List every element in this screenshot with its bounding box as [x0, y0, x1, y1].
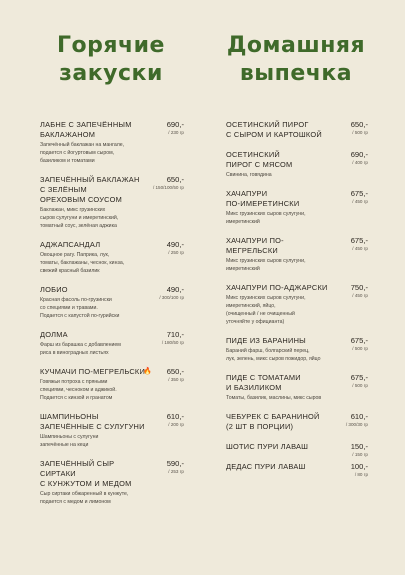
menu-item	[226, 336, 366, 363]
menu-item	[226, 189, 366, 226]
menu-item-price: 675,-	[350, 336, 368, 345]
menu-item-weight: / 230 гр	[168, 130, 184, 135]
hot-appetizers-column	[40, 32, 182, 516]
menu-item-weight: / 253 гр	[168, 469, 184, 474]
menu-item-name: ЛАБНЕ С ЗАПЕЧЁННЫМ БАКЛАЖАНОМ	[40, 120, 132, 139]
menu-item-name: ХАЧАПУРИ ПО-МЕГРЕЛЬСКИ	[226, 236, 284, 255]
menu-item	[226, 150, 366, 179]
menu-item-name: ХАЧАПУРИ ПО-АДЖАРСКИ	[226, 283, 328, 292]
section-title-hot-appetizers: Горячие закуски	[57, 33, 165, 86]
menu-item-weight: / 450 гр	[352, 246, 368, 251]
menu-item-header	[226, 462, 368, 477]
menu-item-name: ДЕДАС ПУРИ ЛАВАШ	[226, 462, 306, 471]
menu-item-description: Говяжьи потроха с пряными специями, чесноком и аджикой. Подается с кинзой и гранатом	[40, 379, 117, 401]
hot-appetizers-list	[40, 120, 182, 506]
menu-item	[40, 285, 182, 320]
menu-item	[40, 240, 182, 275]
menu-item-header	[40, 412, 182, 432]
menu-item-header	[226, 189, 366, 209]
menu-item	[226, 120, 366, 140]
menu-item	[40, 175, 182, 230]
menu-item-weight: / 150 гр	[352, 452, 368, 457]
menu-item-weight: / 300/30 гр	[345, 422, 368, 427]
menu-item	[226, 236, 366, 273]
menu-item-name: АДЖАПСАНДАЛ	[40, 240, 101, 249]
menu-item-price: 150,-	[350, 442, 368, 451]
menu-item-price-block	[153, 175, 184, 191]
menu-item-header	[226, 236, 366, 256]
menu-item	[40, 412, 182, 449]
menu-item-price-block	[167, 367, 184, 383]
menu-item-price-block	[351, 189, 368, 205]
menu-item-price-block	[351, 236, 368, 252]
menu-item-name: ОСЕТИНСКИЙ ПИРОГ С МЯСОМ	[226, 150, 293, 169]
menu-item-name: ЧЕБУРЕК С БАРАНИНОЙ (2 ШТ В ПОРЦИИ)	[226, 412, 320, 431]
menu-item-price-block	[351, 120, 368, 136]
menu-item	[40, 330, 182, 357]
menu-item-description: Микс грузинских сыров сулугуни, имеретинский	[226, 258, 306, 272]
menu-item-header	[226, 120, 366, 140]
spicy-chili-icon: 🔥	[143, 368, 152, 375]
menu-item-price: 690,-	[350, 150, 368, 159]
menu-item-weight: / 400 гр	[352, 160, 368, 165]
menu-item-weight: / 300/100 гр	[159, 295, 184, 300]
menu-item-weight: / 200 гр	[168, 422, 184, 427]
menu-item-name: ОСЕТИНСКИЙ ПИРОГ С СЫРОМ И КАРТОШКОЙ	[226, 120, 322, 139]
menu-item-price: 750,-	[350, 283, 368, 292]
menu-item-price-block	[351, 150, 368, 166]
menu-item-description: Микс грузинских сыров сулугуни, имеретинский	[226, 211, 306, 225]
menu-item-header	[226, 412, 366, 432]
menu-item	[226, 442, 368, 457]
menu-item	[40, 459, 182, 506]
menu-item-price: 675,-	[350, 236, 368, 245]
menu-item-price: 650,-	[166, 367, 184, 376]
menu-item-weight: / 500 гр	[352, 346, 368, 351]
menu-item-name: ЗАПЕЧЁННЫЙ СЫР СИРТАКИ С КУНЖУТОМ И МЕДОМ	[40, 459, 132, 488]
menu-item-name: ДОЛМА	[40, 330, 68, 339]
menu-item-header	[40, 285, 184, 300]
menu-item-weight: / 250 гр	[168, 250, 184, 255]
menu-item-weight: / 450 гр	[352, 199, 368, 204]
menu-item-header	[40, 459, 182, 489]
menu-item	[226, 283, 366, 326]
menu-item-description: Сыр сиртаки обжаренный в кунжуте, подается с медом и лимоном	[40, 491, 129, 505]
menu-item-description: Микс грузинских сыров сулугуни, имеретинский, яйцо, (очищенный / не очищенный уточняйте у официанта)	[226, 295, 306, 325]
menu-item	[40, 367, 182, 402]
menu-item-header	[40, 120, 182, 140]
menu-item-price-block	[167, 240, 184, 256]
menu-item-name: ЛОБИО	[40, 285, 68, 294]
menu-item-price-block	[162, 330, 184, 346]
menu-item-header	[226, 373, 366, 393]
menu-item-description: Томаты, базилик, маслины, микс сыров	[226, 395, 322, 401]
menu-item-price-block	[159, 285, 184, 301]
menu-item-price-block	[167, 459, 184, 475]
menu-item-weight: / 150/100/50 гр	[152, 185, 184, 190]
menu-item-header	[226, 442, 368, 457]
menu-item-description: Свинина, говядина	[226, 172, 272, 178]
homemade-pastry-list	[226, 120, 368, 477]
menu-item-price: 490,-	[166, 240, 184, 249]
homemade-pastry-column	[226, 32, 366, 482]
menu-item-price-block	[167, 412, 184, 428]
menu-item-price: 650,-	[350, 120, 368, 129]
menu-item-weight: / 180/50 гр	[161, 340, 184, 345]
menu-item-name: ШОТИС ПУРИ ЛАВАШ	[226, 442, 309, 451]
menu-item-price: 710,-	[166, 330, 184, 339]
menu-item-name: ПИДЕ ИЗ БАРАНИНЫ	[226, 336, 306, 345]
menu-item-description: Запечённый баклажан на мангале, подается с йогуртовым сыром, базиликом и томатами	[40, 142, 125, 164]
menu-item-name: ЗАПЕЧЁННЫЙ БАКЛАЖАН С ЗЕЛЁНЫМ ОРЕХОВЫМ СОУСОМ	[40, 175, 140, 204]
menu-item-header	[40, 367, 184, 382]
menu-item-header	[226, 336, 368, 351]
menu-item-header	[40, 240, 184, 255]
menu-item-description: Красная фасоль по-грузински со специями и травами. Подается с капустой по-гурийски	[40, 297, 120, 319]
menu-item-description: Бараний фарш, болгарский перец, лук, зелень, микс сыров пожидор, яйцо	[226, 348, 321, 362]
menu-item-price: 100,-	[350, 462, 368, 471]
menu-item	[226, 373, 366, 402]
menu-item-price: 590,-	[166, 459, 184, 468]
menu-item-price-block	[167, 120, 184, 136]
menu-item-price: 610,-	[166, 412, 184, 421]
menu-item-price-block	[351, 373, 368, 389]
menu-item-description: Шампиньоны с сулугуни запечённые на кеци	[40, 434, 99, 448]
menu-item	[40, 120, 182, 165]
menu-item-name: ХАЧАПУРИ ПО-ИМЕРЕТИНСКИ	[226, 189, 300, 208]
menu-item-description: Овощное рагу. Паприка, лук, томаты, баклажаны, чеснок, кинза, свежий красный базилик	[40, 252, 125, 274]
menu-item-price: 675,-	[350, 373, 368, 382]
menu-item-weight: / 500 гр	[352, 130, 368, 135]
menu-item-price: 690,-	[166, 120, 184, 129]
menu-item-weight: / 80 гр	[354, 472, 368, 477]
menu-item-price: 610,-	[350, 412, 368, 421]
menu-item-price-block	[351, 442, 368, 458]
menu-item-price-block	[351, 283, 368, 299]
menu-item-header	[40, 330, 184, 345]
menu-item-name: ПИДЕ С ТОМАТАМИ И БАЗИЛИКОМ	[226, 373, 301, 392]
menu-item-name: КУЧМАЧИ ПО-МЕГРЕЛЬСКИ	[40, 367, 146, 376]
menu-item-weight: / 350 гр	[168, 377, 184, 382]
section-title-homemade-pastry: Домашняя выпечка	[226, 33, 366, 86]
menu-item-header	[40, 175, 182, 205]
menu-item-price: 675,-	[350, 189, 368, 198]
menu-item-price: 490,-	[166, 285, 184, 294]
menu-item	[226, 462, 368, 477]
menu-item-weight: / 500 гр	[352, 383, 368, 388]
menu-item	[226, 412, 366, 432]
menu-item-name: ШАМПИНЬОНЫ ЗАПЕЧЁННЫЕ С СУЛУГУНИ	[40, 412, 145, 431]
menu-item-header	[226, 283, 368, 298]
menu-item-price: 650,-	[166, 175, 184, 184]
menu-item-header	[226, 150, 366, 170]
menu-item-description: Фарш из барашка с добавлением риса в виноградных листьях	[40, 342, 121, 356]
menu-item-description: Баклажан, микс грузинских сыров сулугуни и имеретинский, томатный соус, зелёная аджика	[40, 207, 119, 229]
menu-item-price-block	[346, 412, 368, 428]
menu-item-price-block	[351, 462, 368, 478]
menu-item-price-block	[351, 336, 368, 352]
menu-item-weight: / 450 гр	[352, 293, 368, 298]
